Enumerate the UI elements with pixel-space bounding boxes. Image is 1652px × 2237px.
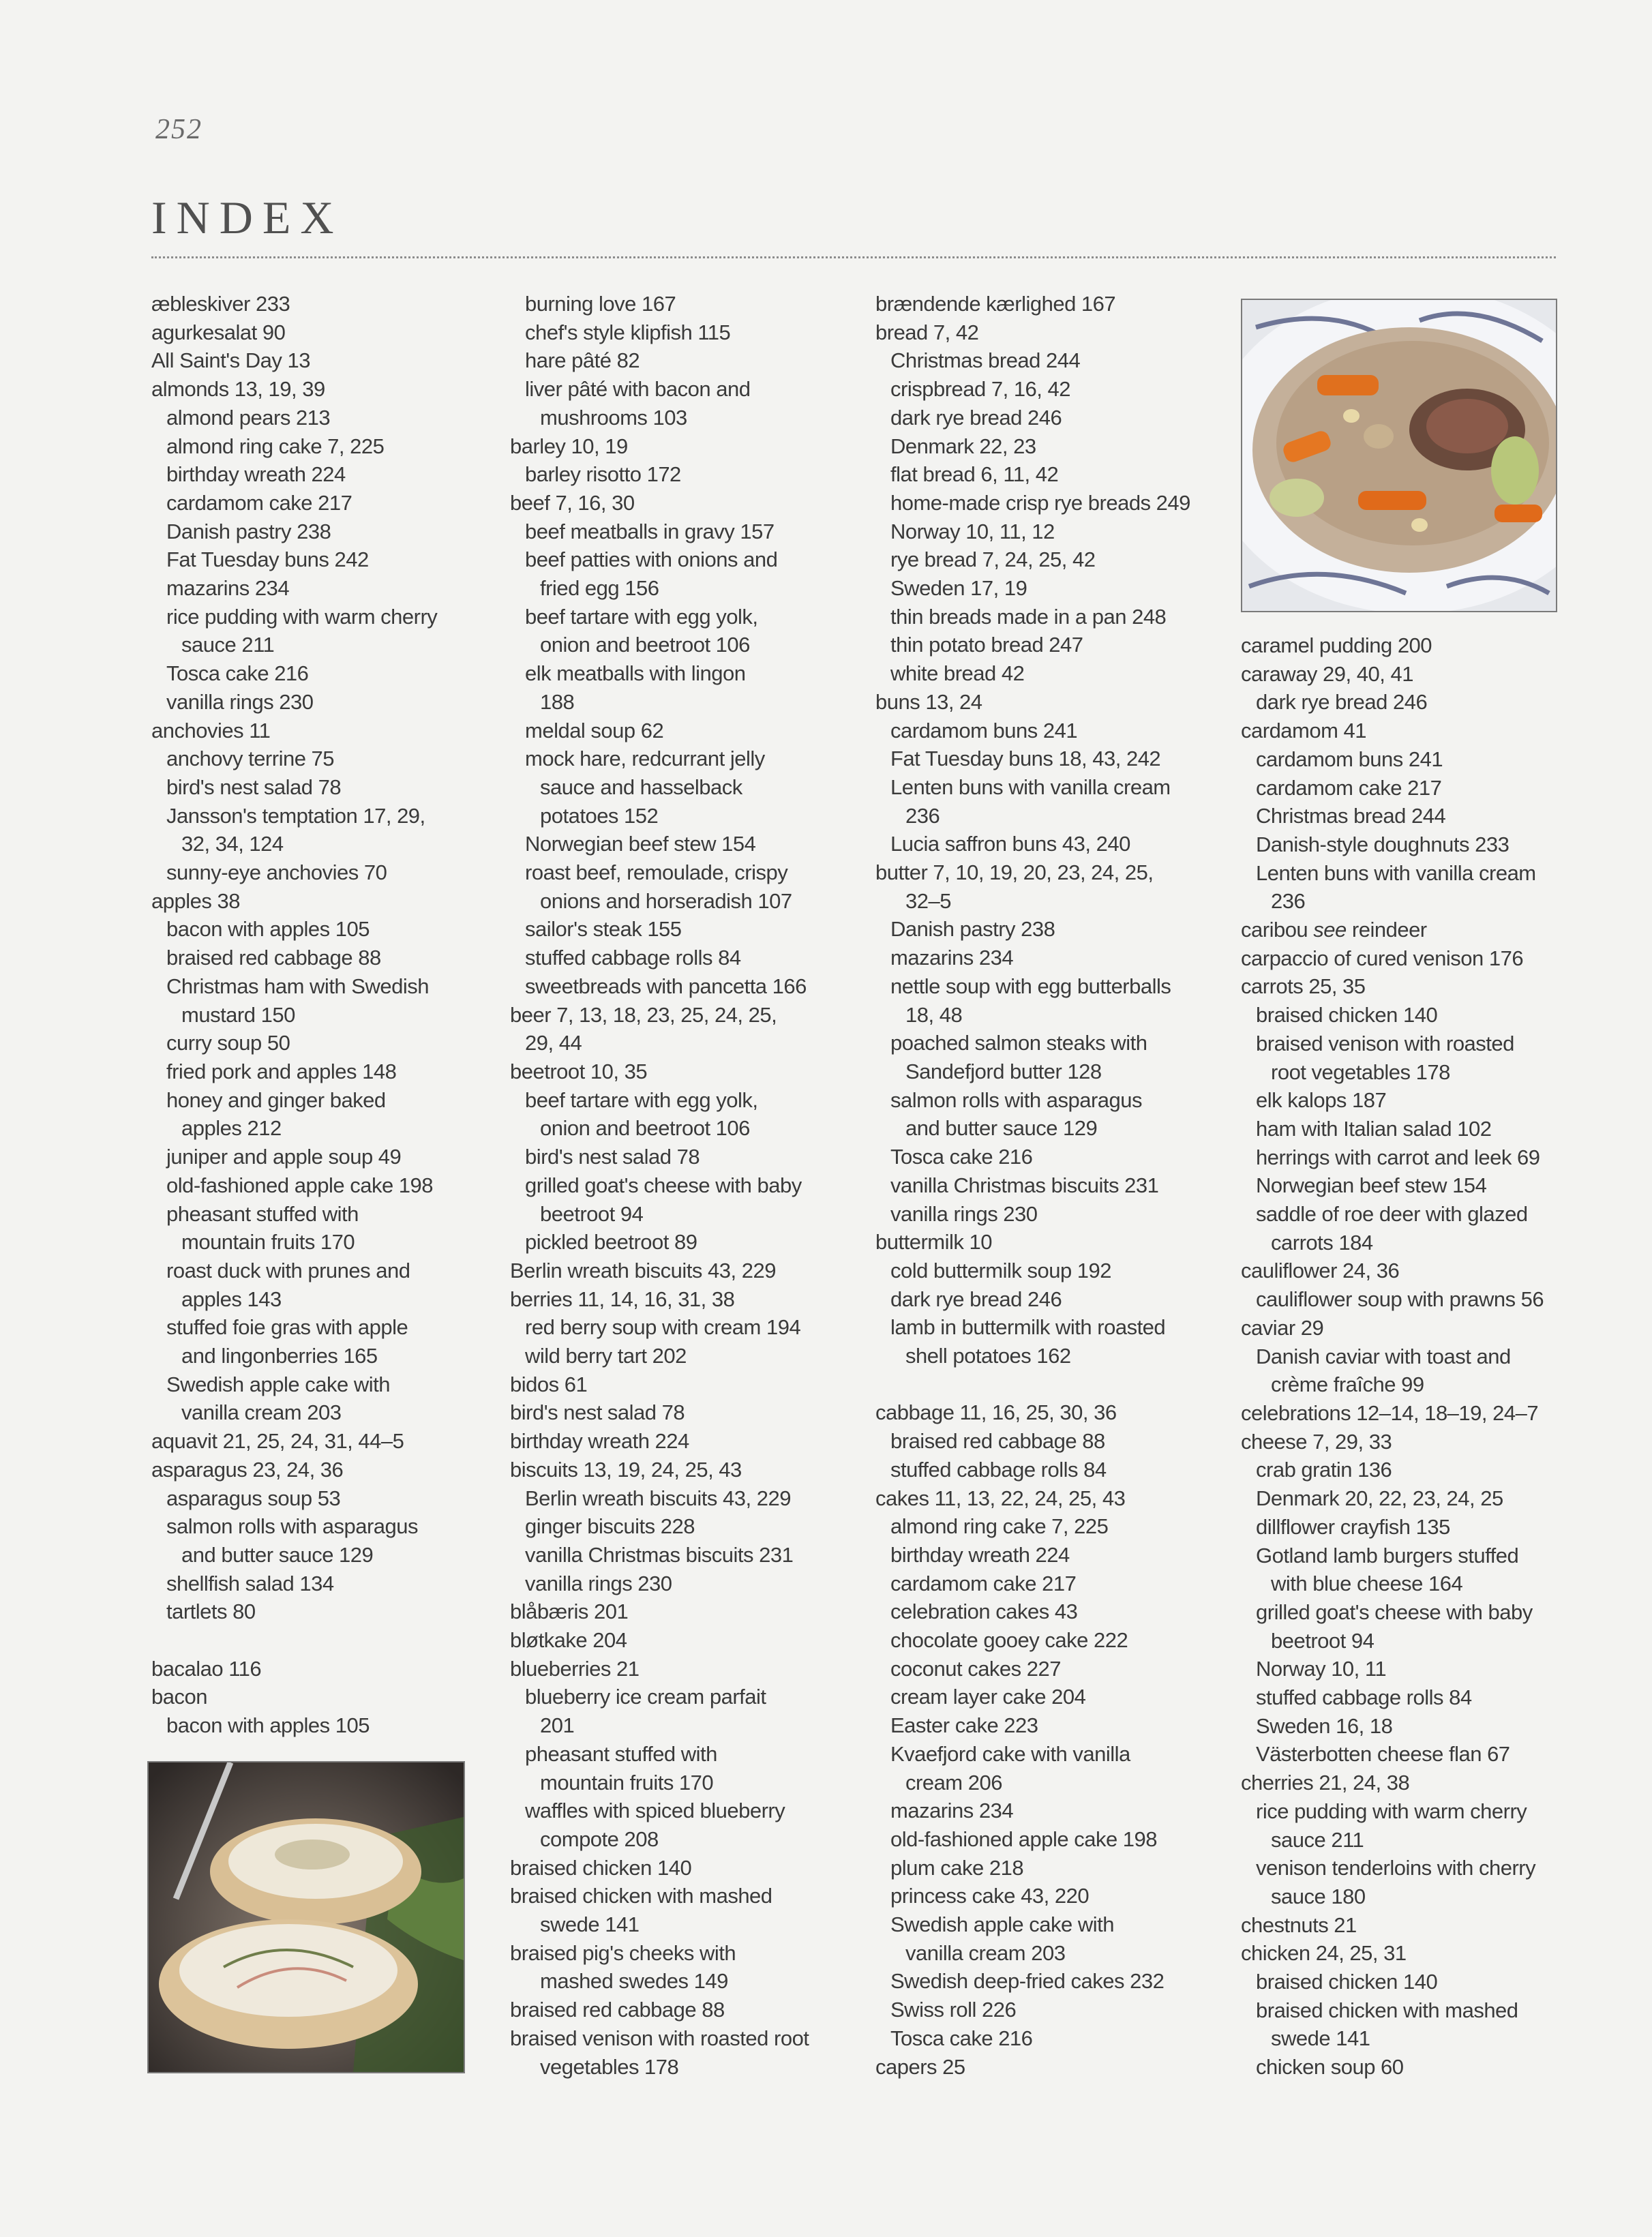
index-entry: red berry soup with cream 194 bbox=[525, 1315, 801, 1340]
index-entry: Kvaefjord cake with vanilla bbox=[890, 1741, 1130, 1766]
index-entry: mushrooms 103 bbox=[540, 405, 687, 430]
index-entry: celebrations 12–14, 18–19, 24–7 bbox=[1241, 1400, 1539, 1425]
index-entry: with blue cheese 164 bbox=[1271, 1572, 1463, 1596]
index-entry: braised red cabbage 88 bbox=[510, 1998, 725, 2022]
index-entry: cold buttermilk soup 192 bbox=[890, 1258, 1112, 1282]
index-entry: Norway 10, 11 bbox=[1256, 1657, 1387, 1681]
index-entry: braised chicken 140 bbox=[510, 1855, 692, 1880]
index-entry: braised chicken 140 bbox=[1256, 1003, 1438, 1027]
index-entry: rice pudding with warm cherry bbox=[166, 604, 438, 629]
index-entry: pickled beetroot 89 bbox=[525, 1230, 697, 1255]
index-entry: 236 bbox=[1271, 889, 1306, 914]
index-entry: caramel pudding 200 bbox=[1241, 633, 1432, 657]
index-entry: old-fashioned apple cake 198 bbox=[166, 1173, 434, 1197]
index-entry: barley risotto 172 bbox=[525, 462, 681, 487]
index-entry: Danish pastry 238 bbox=[166, 519, 331, 543]
index-entry: braised venison with roasted bbox=[1256, 1031, 1514, 1055]
index-entry: cream layer cake 204 bbox=[890, 1685, 1086, 1709]
index-entry: cheese 7, 29, 33 bbox=[1241, 1429, 1392, 1454]
index-entry: wild berry tart 202 bbox=[525, 1344, 687, 1368]
index-entry: dark rye bread 246 bbox=[1256, 690, 1428, 715]
index-entry: hare pâté 82 bbox=[525, 348, 640, 373]
tartlets-photo bbox=[147, 1761, 465, 2073]
index-entry: bidos 61 bbox=[510, 1372, 588, 1396]
index-entry: celebration cakes 43 bbox=[890, 1600, 1078, 1624]
index-column-3 bbox=[875, 290, 1230, 2081]
index-entry: swede 141 bbox=[540, 1912, 640, 1937]
index-entry: Lenten buns with vanilla cream bbox=[890, 775, 1171, 799]
index-entry: crab gratin 136 bbox=[1256, 1458, 1392, 1482]
index-entry: 32–5 bbox=[905, 888, 951, 913]
index-entry: Norwegian beef stew 154 bbox=[525, 832, 756, 856]
index-entry: apples 212 bbox=[181, 1116, 282, 1141]
index-entry: old-fashioned apple cake 198 bbox=[890, 1827, 1158, 1851]
index-entry: sauce 211 bbox=[1271, 1827, 1364, 1852]
index-entry: braised chicken 140 bbox=[1256, 1970, 1438, 1994]
index-entry: apples 143 bbox=[181, 1287, 282, 1311]
index-entry: home-made crisp rye breads 249 bbox=[890, 490, 1190, 515]
index-entry: bacon with apples 105 bbox=[166, 917, 370, 942]
index-entry: mountain fruits 170 bbox=[540, 1770, 714, 1795]
index-entry: coconut cakes 227 bbox=[890, 1656, 1062, 1681]
index-column-2 bbox=[510, 290, 865, 2081]
index-entry: vanilla Christmas biscuits 231 bbox=[890, 1173, 1159, 1197]
index-entry: Swedish apple cake with bbox=[890, 1912, 1114, 1937]
index-entry: braised chicken with mashed bbox=[510, 1884, 772, 1908]
index-entry: birthday wreath 224 bbox=[510, 1429, 689, 1454]
index-entry: waffles with spiced blueberry bbox=[525, 1799, 785, 1823]
index-entry: crispbread 7, 16, 42 bbox=[890, 377, 1071, 402]
index-entry: capers 25 bbox=[875, 2054, 965, 2079]
index-entry: cardamom buns 241 bbox=[1256, 747, 1443, 771]
index-entry: salmon rolls with asparagus bbox=[890, 1087, 1143, 1112]
index-entry: Norwegian beef stew 154 bbox=[1256, 1173, 1487, 1198]
index-entry: rice pudding with warm cherry bbox=[1256, 1799, 1527, 1823]
index-entry: cardamom cake 217 bbox=[166, 490, 352, 515]
index-entry: saddle of roe deer with glazed bbox=[1256, 1202, 1528, 1227]
index-entry: stuffed cabbage rolls 84 bbox=[1256, 1685, 1472, 1710]
index-entry: onions and horseradish 107 bbox=[540, 888, 792, 913]
index-entry: almonds 13, 19, 39 bbox=[151, 377, 325, 402]
index-entry: stuffed foie gras with apple bbox=[166, 1315, 408, 1340]
index-entry: thin breads made in a pan 248 bbox=[890, 604, 1167, 629]
index-entry: blueberry ice cream parfait bbox=[525, 1685, 766, 1709]
index-entry: almond pears 213 bbox=[166, 405, 331, 430]
index-entry: 32, 34, 124 bbox=[181, 832, 284, 856]
index-entry: butter 7, 10, 19, 20, 23, 24, 25, bbox=[875, 860, 1154, 885]
index-entry: 29, 44 bbox=[525, 1031, 582, 1055]
index-entry: fried egg 156 bbox=[540, 576, 659, 601]
index-entry: meldal soup 62 bbox=[525, 718, 664, 742]
index-entry: elk kalops 187 bbox=[1256, 1088, 1387, 1113]
index-entry: crème fraîche 99 bbox=[1271, 1372, 1424, 1397]
index-entry: Swedish apple cake with bbox=[166, 1372, 390, 1396]
index-entry: stuffed cabbage rolls 84 bbox=[525, 946, 741, 970]
index-entry: pheasant stuffed with bbox=[525, 1741, 717, 1766]
index-entry: anchovies 11 bbox=[151, 718, 271, 742]
index-entry: mock hare, redcurrant jelly bbox=[525, 747, 765, 771]
index-entry: Christmas bread 244 bbox=[1256, 804, 1446, 828]
index-entry: carrots 184 bbox=[1271, 1230, 1373, 1255]
index-entry: sweetbreads with pancetta 166 bbox=[525, 974, 807, 998]
index-entry: braised pig's cheeks with bbox=[510, 1940, 736, 1965]
index-entry: shell potatoes 162 bbox=[905, 1344, 1071, 1368]
index-entry: Fat Tuesday buns 18, 43, 242 bbox=[890, 747, 1161, 771]
index-entry: Danish caviar with toast and bbox=[1256, 1344, 1511, 1368]
index-entry: beef tartare with egg yolk, bbox=[525, 604, 758, 629]
index-entry: tartlets 80 bbox=[166, 1600, 256, 1624]
index-entry: birthday wreath 224 bbox=[166, 462, 346, 487]
index-entry: vanilla cream 203 bbox=[181, 1400, 342, 1425]
index-entry: Swedish deep-fried cakes 232 bbox=[890, 1969, 1165, 1994]
index-entry: Jansson's temptation 17, 29, bbox=[166, 803, 425, 828]
index-entry: cauliflower soup with prawns 56 bbox=[1256, 1287, 1544, 1312]
index-entry: Tosca cake 216 bbox=[890, 1145, 1033, 1169]
index-entry: berries 11, 14, 16, 31, 38 bbox=[510, 1287, 735, 1311]
index-entry: Lucia saffron buns 43, 240 bbox=[890, 832, 1130, 856]
index-entry: pheasant stuffed with bbox=[166, 1201, 359, 1226]
index-entry: white bread 42 bbox=[890, 661, 1025, 686]
index-column-1 bbox=[151, 290, 506, 1740]
index-entry: and lingonberries 165 bbox=[181, 1344, 378, 1368]
index-entry: thin potato bread 247 bbox=[890, 633, 1083, 657]
index-entry: beetroot 94 bbox=[540, 1201, 644, 1226]
index-entry: Swiss roll 226 bbox=[890, 1998, 1017, 2022]
index-entry: almond ring cake 7, 225 bbox=[166, 434, 385, 458]
index-entry: herrings with carrot and leek 69 bbox=[1256, 1145, 1540, 1169]
index-entry bbox=[875, 1370, 1230, 1399]
index-entry: Tosca cake 216 bbox=[166, 661, 309, 686]
index-entry: chocolate gooey cake 222 bbox=[890, 1628, 1128, 1653]
index-entry: mazarins 234 bbox=[166, 576, 290, 601]
index-entry: cardamom buns 241 bbox=[890, 718, 1078, 742]
index-entry: swede 141 bbox=[1271, 2026, 1370, 2051]
index-entry: brændende kærlighed 167 bbox=[875, 292, 1116, 316]
index-entry: aquavit 21, 25, 24, 31, 44–5 bbox=[151, 1429, 404, 1454]
index-entry: bread 7, 42 bbox=[875, 320, 979, 344]
index-entry: asparagus soup 53 bbox=[166, 1486, 341, 1510]
index-entry: onion and beetroot 106 bbox=[540, 1116, 750, 1141]
index-entry: vanilla rings 230 bbox=[166, 689, 314, 714]
title-divider bbox=[151, 256, 1556, 258]
index-entry: 236 bbox=[905, 803, 940, 828]
index-entry: Christmas ham with Swedish bbox=[166, 974, 429, 998]
index-entry: dark rye bread 246 bbox=[890, 405, 1062, 430]
index-entry: caribou see reindeer bbox=[1241, 918, 1427, 942]
index-entry: bird's nest salad 78 bbox=[166, 775, 342, 799]
index-entry: elk meatballs with lingon bbox=[525, 661, 746, 686]
index-entry: potatoes 152 bbox=[540, 803, 659, 828]
index-entry: root vegetables 178 bbox=[1271, 1060, 1450, 1084]
index-entry: bird's nest salad 78 bbox=[510, 1400, 685, 1425]
index-entry: salmon rolls with asparagus bbox=[166, 1514, 419, 1539]
index-entry: dillflower crayfish 135 bbox=[1256, 1514, 1450, 1539]
index-entry: 201 bbox=[540, 1713, 575, 1738]
index-entry: liver pâté with bacon and bbox=[525, 377, 751, 402]
index-entry: Tosca cake 216 bbox=[890, 2026, 1033, 2050]
index-entry: birthday wreath 224 bbox=[890, 1542, 1070, 1567]
index-entry: mustard 150 bbox=[181, 1002, 295, 1027]
index-entry: sauce 211 bbox=[181, 633, 275, 657]
index-entry: beef patties with onions and bbox=[525, 547, 778, 572]
index-entry: Berlin wreath biscuits 43, 229 bbox=[525, 1486, 791, 1510]
index-entry: vanilla Christmas biscuits 231 bbox=[525, 1542, 794, 1567]
index-entry: chicken 24, 25, 31 bbox=[1241, 1941, 1407, 1966]
index-entry: grilled goat's cheese with baby bbox=[525, 1173, 802, 1197]
index-entry: mashed swedes 149 bbox=[540, 1969, 728, 1994]
index-entry: cardamom 41 bbox=[1241, 719, 1367, 743]
index-entry: sunny-eye anchovies 70 bbox=[166, 860, 387, 885]
index-entry: cardamom cake 217 bbox=[890, 1571, 1077, 1595]
index-entry: honey and ginger baked bbox=[166, 1087, 386, 1112]
index-entry: Lenten buns with vanilla cream bbox=[1256, 860, 1536, 885]
index-entry: vegetables 178 bbox=[540, 2054, 679, 2079]
index-entry: princess cake 43, 220 bbox=[890, 1884, 1090, 1908]
index-entry: carpaccio of cured venison 176 bbox=[1241, 946, 1524, 970]
index-entry: agurkesalat 90 bbox=[151, 320, 286, 344]
index-entry: blueberries 21 bbox=[510, 1656, 640, 1681]
index-entry: onion and beetroot 106 bbox=[540, 633, 750, 657]
index-entry: curry soup 50 bbox=[166, 1031, 290, 1055]
index-entry: stuffed cabbage rolls 84 bbox=[890, 1457, 1107, 1482]
index-entry: chicken soup 60 bbox=[1256, 2055, 1404, 2080]
index-entry: Sandefjord butter 128 bbox=[905, 1059, 1102, 1083]
index-entry: Denmark 22, 23 bbox=[890, 434, 1036, 458]
index-entry: beef tartare with egg yolk, bbox=[525, 1087, 758, 1112]
index-entry: biscuits 13, 19, 24, 25, 43 bbox=[510, 1457, 742, 1482]
index-entry: poached salmon steaks with bbox=[890, 1031, 1147, 1055]
index-entry: Denmark 20, 22, 23, 24, 25 bbox=[1256, 1486, 1503, 1511]
index-entry: caraway 29, 40, 41 bbox=[1241, 661, 1413, 686]
index-entry: almond ring cake 7, 225 bbox=[890, 1514, 1109, 1539]
index-entry: anchovy terrine 75 bbox=[166, 747, 335, 771]
index-entry: Christmas bread 244 bbox=[890, 348, 1081, 373]
index-entry: mazarins 234 bbox=[890, 946, 1014, 970]
index-entry: vanilla cream 203 bbox=[905, 1940, 1066, 1965]
index-entry: beef meatballs in gravy 157 bbox=[525, 519, 775, 543]
index-entry: apples 38 bbox=[151, 888, 240, 913]
index-entry: ginger biscuits 228 bbox=[525, 1514, 695, 1539]
index-entry: Gotland lamb burgers stuffed bbox=[1256, 1543, 1519, 1567]
index-entry: chestnuts 21 bbox=[1241, 1912, 1357, 1937]
index-entry: cherries 21, 24, 38 bbox=[1241, 1771, 1410, 1795]
page-number: 252 bbox=[155, 114, 202, 145]
index-entry: beetroot 10, 35 bbox=[510, 1059, 648, 1083]
index-entry: All Saint's Day 13 bbox=[151, 348, 310, 373]
index-entry: Danish-style doughnuts 233 bbox=[1256, 832, 1510, 856]
index-column-4 bbox=[1241, 631, 1595, 2082]
index-entry: bacon with apples 105 bbox=[166, 1713, 370, 1738]
index-entry: bird's nest salad 78 bbox=[525, 1145, 700, 1169]
index-entry: ham with Italian salad 102 bbox=[1256, 1116, 1492, 1141]
index-entry: Berlin wreath biscuits 43, 229 bbox=[510, 1258, 776, 1282]
index-entry: buns 13, 24 bbox=[875, 689, 982, 714]
index-entry: Sweden 17, 19 bbox=[890, 576, 1027, 601]
index-entry: 188 bbox=[540, 689, 575, 714]
index-entry: fried pork and apples 148 bbox=[166, 1059, 397, 1083]
index-entry: Easter cake 223 bbox=[890, 1713, 1038, 1738]
index-entry: mazarins 234 bbox=[890, 1799, 1014, 1823]
index-entry: cardamom cake 217 bbox=[1256, 775, 1442, 800]
index-entry: Norway 10, 11, 12 bbox=[890, 519, 1055, 543]
index-entry: bacon bbox=[151, 1685, 207, 1709]
index-entry: and butter sauce 129 bbox=[181, 1542, 374, 1567]
index-entry: sauce 180 bbox=[1271, 1884, 1366, 1908]
index-entry: buttermilk 10 bbox=[875, 1230, 992, 1255]
index-entry: burning love 167 bbox=[525, 292, 676, 316]
index-entry: braised red cabbage 88 bbox=[890, 1429, 1105, 1454]
index-entry: beetroot 94 bbox=[1271, 1628, 1375, 1653]
index-entry: dark rye bread 246 bbox=[890, 1287, 1062, 1311]
stew-photo bbox=[1241, 299, 1557, 612]
index-entry bbox=[151, 1626, 506, 1655]
index-entry: bacalao 116 bbox=[151, 1656, 262, 1681]
index-entry: beer 7, 13, 18, 23, 25, 24, 25, bbox=[510, 1002, 777, 1027]
index-entry: cream 206 bbox=[905, 1770, 1002, 1795]
index-entry: braised chicken with mashed bbox=[1256, 1998, 1518, 2022]
index-entry: nettle soup with egg butterballs bbox=[890, 974, 1171, 998]
index-entry: and butter sauce 129 bbox=[905, 1116, 1098, 1141]
index-entry: cauliflower 24, 36 bbox=[1241, 1259, 1400, 1283]
index-entry: juniper and apple soup 49 bbox=[166, 1145, 402, 1169]
index-entry: flat bread 6, 11, 42 bbox=[890, 462, 1059, 487]
index-entry: vanilla rings 230 bbox=[525, 1571, 672, 1595]
index-entry: beef 7, 16, 30 bbox=[510, 490, 635, 515]
index-entry: caviar 29 bbox=[1241, 1315, 1324, 1340]
index-entry: blåbæris 201 bbox=[510, 1600, 629, 1624]
page-title: INDEX bbox=[151, 192, 344, 243]
index-entry: asparagus 23, 24, 36 bbox=[151, 1457, 344, 1482]
index-entry: chef's style klipfish 115 bbox=[525, 320, 731, 344]
index-entry: Sweden 16, 18 bbox=[1256, 1713, 1393, 1738]
index-entry: Danish pastry 238 bbox=[890, 917, 1055, 942]
index-entry: roast beef, remoulade, crispy bbox=[525, 860, 788, 885]
index-entry: roast duck with prunes and bbox=[166, 1258, 410, 1282]
index-entry: carrots 25, 35 bbox=[1241, 974, 1366, 999]
index-entry: braised venison with roasted root bbox=[510, 2026, 809, 2050]
index-entry: barley 10, 19 bbox=[510, 434, 628, 458]
index-entry: compote 208 bbox=[540, 1827, 659, 1851]
index-entry: shellfish salad 134 bbox=[166, 1571, 334, 1595]
index-entry: venison tenderloins with cherry bbox=[1256, 1856, 1536, 1880]
index-entry: plum cake 218 bbox=[890, 1855, 1024, 1880]
index-entry: braised red cabbage 88 bbox=[166, 946, 381, 970]
index-entry: cabbage 11, 16, 25, 30, 36 bbox=[875, 1400, 1117, 1425]
index-entry: grilled goat's cheese with baby bbox=[1256, 1600, 1533, 1624]
index-entry: rye bread 7, 24, 25, 42 bbox=[890, 547, 1096, 572]
index-entry: Fat Tuesday buns 242 bbox=[166, 547, 369, 572]
index-entry: lamb in buttermilk with roasted bbox=[890, 1315, 1166, 1340]
index-entry: æbleskiver 233 bbox=[151, 292, 290, 316]
index-entry: sailor's steak 155 bbox=[525, 917, 682, 942]
index-entry: sauce and hasselback bbox=[540, 775, 742, 799]
index-entry: cakes 11, 13, 22, 24, 25, 43 bbox=[875, 1486, 1126, 1510]
index-entry: Västerbotten cheese flan 67 bbox=[1256, 1742, 1510, 1767]
index-entry: 18, 48 bbox=[905, 1002, 963, 1027]
index-entry: bløtkake 204 bbox=[510, 1628, 627, 1653]
index-entry: vanilla rings 230 bbox=[890, 1201, 1038, 1226]
index-entry: mountain fruits 170 bbox=[181, 1230, 355, 1255]
